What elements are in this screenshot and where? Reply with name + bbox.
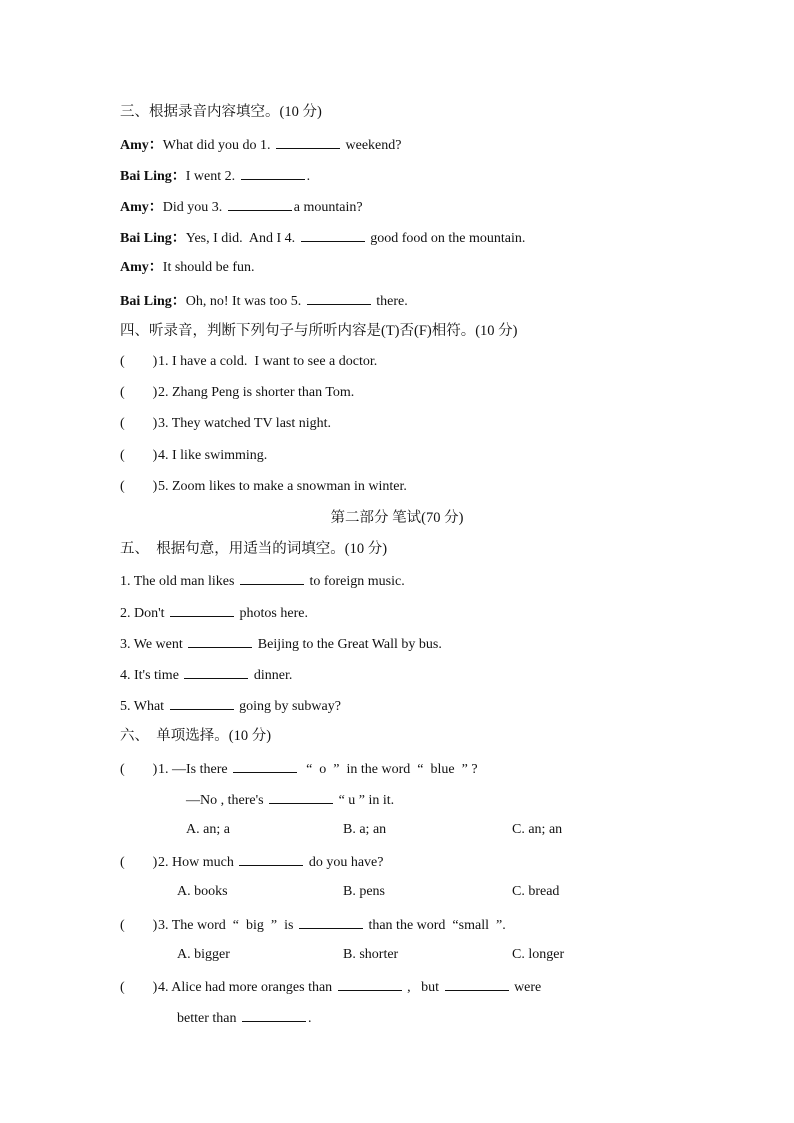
mc-question-3: [120, 915, 506, 935]
speaker: Bai Ling：: [120, 294, 186, 309]
text: 3. We went: [120, 637, 187, 652]
dialogue-line-1: [120, 135, 401, 155]
text: do you have?: [305, 855, 384, 870]
dialogue-line-4: [120, 228, 525, 248]
answer-bracket[interactable]: ( ): [120, 385, 158, 400]
answer-bracket[interactable]: ( ): [120, 416, 158, 431]
tf-item: [120, 447, 267, 465]
dialogue-line-2: [120, 166, 310, 186]
option-b[interactable]: B. pens: [343, 884, 385, 899]
answer-bracket[interactable]: ( ): [120, 448, 158, 463]
answer-bracket[interactable]: ( ): [120, 762, 158, 777]
section-3-heading: 三、根据录音内容填空。(10 分): [120, 104, 322, 120]
answer-blank[interactable]: [240, 571, 304, 585]
answer-blank[interactable]: [301, 228, 365, 242]
text: good food on the mountain.: [366, 231, 526, 246]
text: .: [307, 1011, 312, 1026]
speaker: Bai Ling：: [120, 169, 186, 184]
text: 1. —Is there: [158, 762, 232, 777]
answer-blank[interactable]: [184, 665, 248, 679]
option-b[interactable]: B. shorter: [343, 947, 399, 962]
text: weekend?: [342, 138, 402, 153]
item-text: 1. I have a cold. I want to see a doctor.: [158, 354, 378, 369]
text: 2. Don't: [120, 606, 169, 621]
answer-blank[interactable]: [276, 135, 340, 149]
section-5-heading: 五、 根据句意，用适当的词填空。(10 分): [120, 541, 388, 557]
answer-bracket[interactable]: ( ): [120, 479, 158, 494]
option-a[interactable]: A. books: [177, 884, 228, 899]
text: there.: [372, 294, 408, 309]
text: Yes, I did. And I 4.: [185, 231, 299, 246]
fill-item: [120, 696, 341, 716]
answer-blank[interactable]: [170, 696, 234, 710]
fill-item: [120, 571, 405, 591]
mc-question-1-line-2: [186, 790, 394, 810]
text: It should be fun.: [162, 260, 255, 275]
answer-bracket[interactable]: ( ): [120, 980, 158, 995]
mc-question-4: [120, 977, 541, 997]
tf-item: [120, 353, 377, 371]
tf-item: [120, 478, 407, 496]
answer-bracket[interactable]: ( ): [120, 354, 158, 369]
text: Beijing to the Great Wall by bus.: [254, 637, 442, 652]
answer-blank[interactable]: [445, 977, 509, 991]
part-2-title: 第二部分 笔试(70 分): [330, 510, 464, 526]
text: 4. Alice had more oranges than: [158, 980, 336, 995]
fill-item: [120, 603, 308, 623]
answer-blank[interactable]: [188, 634, 252, 648]
answer-blank[interactable]: [338, 977, 402, 991]
text: 3. The word “ big ” is: [158, 918, 297, 933]
text: photos here.: [236, 606, 308, 621]
text: than the word “small ”.: [364, 918, 506, 933]
answer-blank[interactable]: [242, 1008, 306, 1022]
answer-blank[interactable]: [299, 915, 363, 929]
option-a[interactable]: A. an; a: [186, 822, 230, 837]
option-b[interactable]: B. a; an: [343, 822, 387, 837]
text: were: [510, 980, 542, 995]
text: “ o ” in the word “ blue ” ?: [299, 762, 478, 777]
dialogue-line-5: [120, 259, 255, 277]
answer-blank[interactable]: [241, 166, 305, 180]
mc-question-1: [120, 759, 478, 779]
speaker: Bai Ling：: [120, 231, 186, 246]
tf-item: [120, 384, 354, 402]
fill-item: [120, 665, 292, 685]
speaker: Amy：: [120, 138, 163, 153]
text: .: [306, 169, 311, 184]
section-6-heading: 六、 单项选择。(10 分): [120, 728, 272, 744]
text: What did you do 1.: [162, 138, 274, 153]
answer-blank[interactable]: [233, 759, 297, 773]
text: 2. How much: [158, 855, 238, 870]
text: dinner.: [250, 668, 293, 683]
text: better than: [177, 1011, 240, 1026]
answer-blank[interactable]: [269, 790, 333, 804]
speaker: Amy：: [120, 200, 163, 215]
dialogue-line-6: [120, 291, 408, 311]
answer-bracket[interactable]: ( ): [120, 855, 158, 870]
answer-bracket[interactable]: ( ): [120, 918, 158, 933]
speaker: Amy：: [120, 260, 163, 275]
item-text: 4. I like swimming.: [158, 448, 268, 463]
answer-blank[interactable]: [228, 197, 292, 211]
text: Did you 3.: [162, 200, 226, 215]
option-c[interactable]: C. longer: [512, 947, 565, 962]
dialogue-line-3: [120, 197, 363, 217]
text: to foreign music.: [305, 574, 405, 589]
text: “ u ” in it.: [335, 793, 395, 808]
text: a mountain?: [293, 200, 363, 215]
answer-blank[interactable]: [239, 852, 303, 866]
tf-item: [120, 415, 331, 433]
section-4-heading: 四、听录音，判断下列句子与所听内容是(T)否(F)相符。(10 分): [120, 323, 518, 339]
text: I went 2.: [185, 169, 239, 184]
text: 4. It's time: [120, 668, 183, 683]
text: Oh, no! It was too 5.: [185, 294, 305, 309]
item-text: 5. Zoom likes to make a snowman in winter.: [158, 479, 407, 494]
text: going by subway?: [235, 699, 341, 714]
text: 5. What: [120, 699, 168, 714]
item-text: 3. They watched TV last night.: [158, 416, 332, 431]
option-c[interactable]: C. an; an: [512, 822, 563, 837]
option-c[interactable]: C. bread: [512, 884, 560, 899]
text: , but: [403, 980, 443, 995]
mc-question-2: [120, 852, 383, 872]
answer-blank[interactable]: [170, 603, 234, 617]
option-a[interactable]: A. bigger: [177, 947, 230, 962]
text: 1. The old man likes: [120, 574, 238, 589]
item-text: 2. Zhang Peng is shorter than Tom.: [158, 385, 355, 400]
fill-item: [120, 634, 442, 654]
text: —No , there's: [186, 793, 268, 808]
mc-question-4-line-2: [177, 1008, 311, 1028]
answer-blank[interactable]: [307, 291, 371, 305]
